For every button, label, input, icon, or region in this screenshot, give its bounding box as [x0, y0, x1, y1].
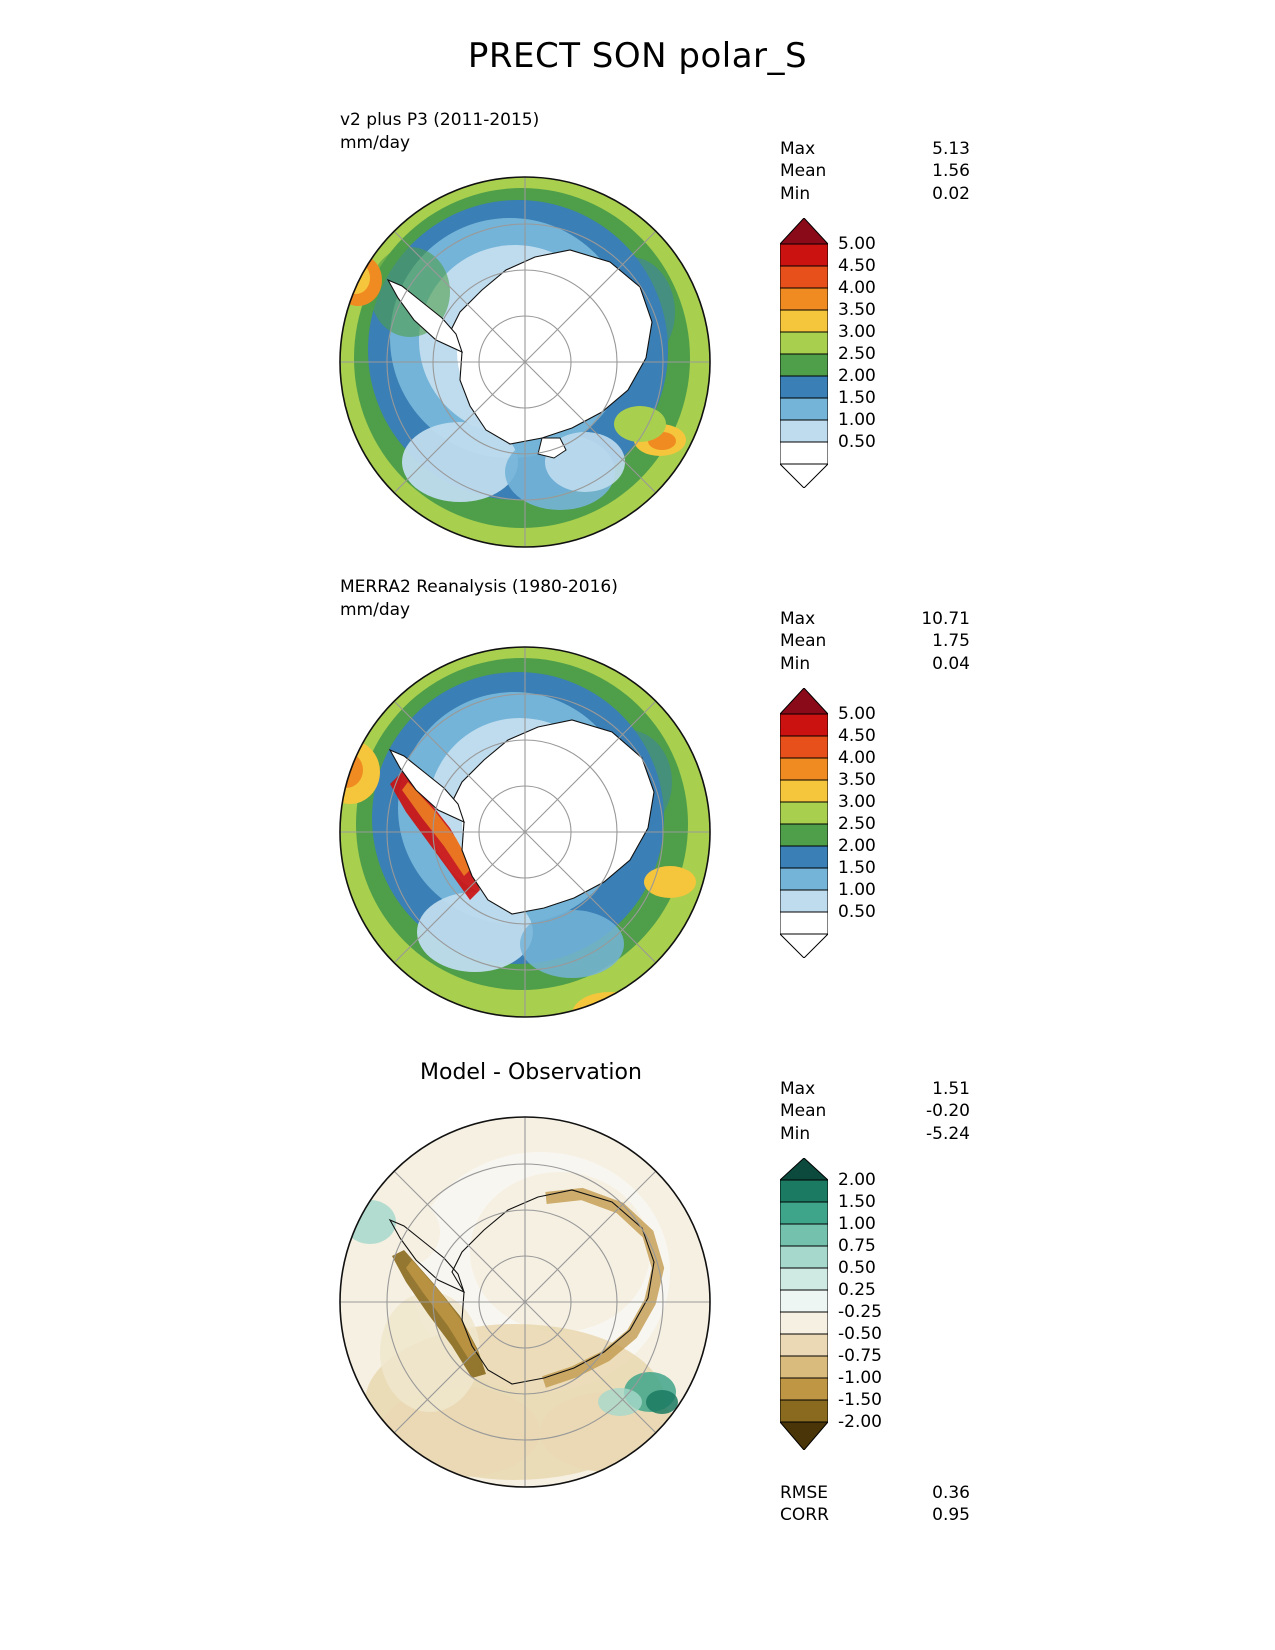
cbar-tick: 4.50: [838, 256, 876, 276]
cbar-tick: 3.50: [838, 300, 876, 320]
panel-observation-stats: [780, 608, 970, 675]
stat-row: [780, 608, 970, 630]
panel-model-stats: [780, 138, 970, 205]
cbar-tick: 3.00: [838, 792, 876, 812]
panel-difference-footer-stats: [780, 1482, 970, 1527]
cbar-tick: 0.50: [838, 902, 876, 922]
cbar-tick: 0.75: [838, 1236, 876, 1256]
stat-row: [780, 630, 970, 652]
cbar-tick: 2.50: [838, 814, 876, 834]
cbar-tick: 4.00: [838, 278, 876, 298]
panel-difference-stats: [780, 1078, 970, 1145]
cbar-tick: 0.25: [838, 1280, 876, 1300]
stat-label: Min: [780, 1123, 811, 1144]
map-observation: [310, 632, 740, 1032]
stat-row: [780, 1078, 970, 1100]
panel-difference-title: Model - Observation: [420, 1060, 642, 1085]
stat-row: [780, 183, 970, 205]
cbar-tick: 0.50: [838, 1258, 876, 1278]
stat-label: Min: [780, 183, 811, 204]
panel-model: [0, 100, 1275, 570]
stat-label: Max: [780, 1079, 816, 1099]
stat-label: Max: [780, 139, 816, 159]
stat-value: -0.20: [926, 1101, 970, 1122]
colorbar-model-labels: [838, 218, 958, 488]
cbar-tick: -0.75: [838, 1346, 882, 1366]
panel-difference: [0, 1050, 1275, 1570]
cbar-tick: 1.50: [838, 388, 876, 408]
cbar-tick: 5.00: [838, 704, 876, 724]
cbar-tick: 0.50: [838, 432, 876, 452]
stat-row: [780, 1100, 970, 1122]
stat-label: Mean: [780, 1101, 827, 1122]
cbar-tick: 1.00: [838, 880, 876, 900]
cbar-tick: 3.50: [838, 770, 876, 790]
colorbar-difference: [780, 1158, 828, 1450]
page-title: PRECT SON polar_S: [467, 36, 808, 76]
stat-value: 5.13: [932, 139, 970, 159]
colorbar-model: [780, 218, 828, 488]
stat-label: Mean: [780, 631, 827, 652]
cbar-tick: 5.00: [838, 234, 876, 254]
stat-label: Min: [780, 653, 811, 674]
stat-value: 0.95: [932, 1505, 970, 1526]
colorbar-observation-labels: [838, 688, 958, 958]
stat-value: 1.51: [932, 1079, 970, 1099]
cbar-tick: -0.25: [838, 1302, 882, 1322]
cbar-tick: 2.50: [838, 344, 876, 364]
cbar-tick: -2.00: [838, 1412, 882, 1432]
panel-observation-title: MERRA2 Reanalysis (1980-2016): [340, 577, 618, 597]
cbar-tick: 1.50: [838, 1192, 876, 1212]
stat-value: 0.02: [932, 183, 970, 204]
stat-value: 0.36: [932, 1483, 970, 1503]
cbar-tick: 1.00: [838, 1214, 876, 1234]
cbar-tick: 1.00: [838, 410, 876, 430]
stat-label: Mean: [780, 161, 827, 182]
stat-row: [780, 1504, 970, 1526]
stat-row: [780, 138, 970, 160]
colorbar-difference-labels: [838, 1158, 958, 1450]
cbar-tick: 1.50: [838, 858, 876, 878]
stat-value: 0.04: [932, 653, 970, 674]
stat-row: [780, 1482, 970, 1504]
cbar-tick: 2.00: [838, 366, 876, 386]
stat-row: [780, 653, 970, 675]
panel-observation-units: mm/day: [340, 600, 411, 620]
stat-value: 1.56: [932, 161, 970, 182]
stat-label: CORR: [780, 1505, 829, 1526]
stat-row: [780, 1123, 970, 1145]
cbar-tick: -1.00: [838, 1368, 882, 1388]
stat-label: RMSE: [780, 1483, 829, 1503]
map-model: [310, 162, 740, 562]
stat-value: 1.75: [932, 631, 970, 652]
stat-label: Max: [780, 609, 816, 629]
cbar-tick: 3.00: [838, 322, 876, 342]
cbar-tick: 2.00: [838, 836, 876, 856]
panel-model-units: mm/day: [340, 133, 411, 153]
cbar-tick: 4.50: [838, 726, 876, 746]
stat-row: [780, 160, 970, 182]
panel-model-title: v2 plus P3 (2011-2015): [340, 110, 540, 130]
panel-observation: [0, 570, 1275, 1050]
colorbar-observation: [780, 688, 828, 958]
stat-value: -5.24: [926, 1123, 970, 1144]
cbar-tick: 2.00: [838, 1170, 876, 1190]
cbar-tick: 4.00: [838, 748, 876, 768]
cbar-tick: -0.50: [838, 1324, 882, 1344]
cbar-tick: -1.50: [838, 1390, 882, 1410]
stat-value: 10.71: [921, 609, 970, 629]
map-difference: [310, 1102, 740, 1502]
